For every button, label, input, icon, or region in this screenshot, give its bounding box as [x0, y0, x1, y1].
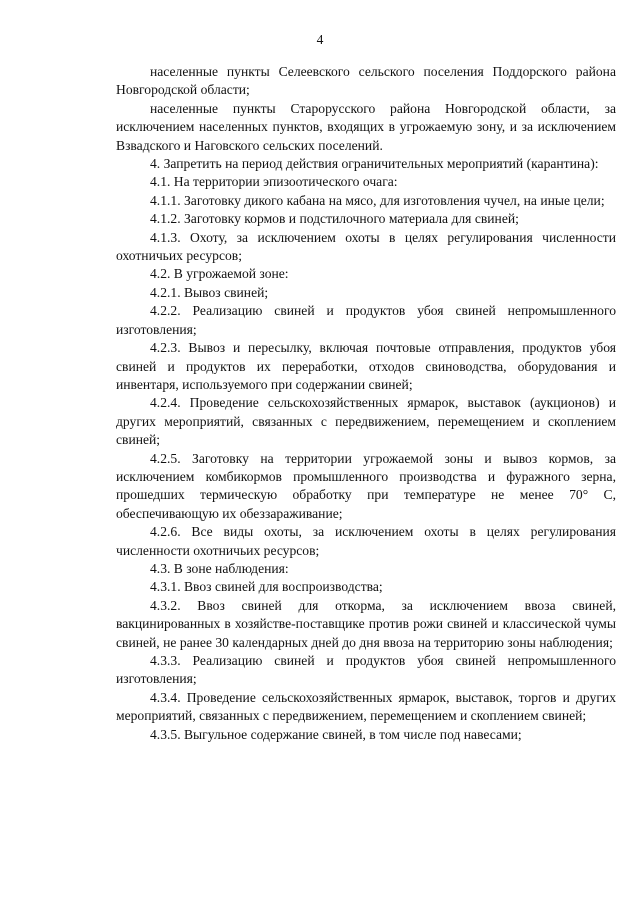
page-number: 4 — [316, 32, 324, 47]
paragraph-4-3-2: 4.3.2. Ввоз свиней для откорма, за исключением ввоза свиней, вакцинированных в хозяйстве-поставщике против рожи свиней и классической чумы свиней, не ранее 30 календарных дней до дня ввоза на территорию зоны наблюдения; — [116, 597, 616, 650]
paragraph-settlements-seleevskoe: населенные пункты Селеевского сельского поселения Поддорского района Новгородской области; — [116, 64, 616, 98]
paragraph-4-2-4: 4.2.4. Проведение сельскохозяйственных ярмарок, выставок (аукционов) и других мероприятий, связанных с передвижением, перемещением и скоплением свиней; — [116, 395, 616, 448]
document-body — [116, 63, 616, 744]
paragraph-4-2-6: 4.2.6. Все виды охоты, за исключением охоты в целях регулирования численности охотничьих ресурсов; — [116, 524, 616, 558]
paragraph-4-3-3: 4.3.3. Реализацию свиней и продуктов убоя свиней непромышленного изготовления; — [116, 653, 616, 687]
paragraph-4-3-5: 4.3.5. Выгульное содержание свиней, в том числе под навесами; — [150, 726, 522, 742]
paragraph-4-1-2: 4.1.2. Заготовку кормов и подстилочного материала для свиней; — [150, 211, 519, 227]
paragraph-4-1: 4.1. На территории эпизоотического очага: — [150, 174, 398, 190]
paragraph-4-2-5: 4.2.5. Заготовку на территории угрожаемой зоны и вывоз кормов, за исключением комбикормов промышленного производства и фуражного зерна, прошедших термическую обработку при температуре не менее 70° С, обеспечивающую их обеззараживание; — [116, 450, 616, 521]
paragraph-4-1-3: 4.1.3. Охоту, за исключением охоты в целях регулирования численности охотничьих ресурсов; — [116, 229, 616, 264]
paragraph-4-1-1: 4.1.1. Заготовку дикого кабана на мясо, для изготовления чучел, на иные цели; — [150, 192, 605, 208]
paragraph-4-2-1: 4.2.1. Вывоз свиней; — [150, 284, 269, 300]
paragraph-4-prohibit: 4. Запретить на период действия ограничительных мероприятий (карантина): — [150, 156, 599, 172]
paragraph-4-3: 4.3. В зоне наблюдения: — [150, 560, 289, 576]
paragraph-4-3-4: 4.3.4. Проведение сельскохозяйственных ярмарок, выставок, торгов и других мероприятий, связанных с передвижением, перемещением и скоплением свиней; — [116, 689, 616, 724]
paragraph-settlements-starorussky: населенные пункты Старорусского района Новгородской области, за исключением населенных пунктов, входящих в угрожаемую зону, и за исключением Взвадского и Наговского сельских поселений. — [116, 100, 616, 153]
paragraph-4-3-1: 4.3.1. Ввоз свиней для воспроизводства; — [150, 579, 383, 595]
paragraph-4-2-3: 4.2.3. Вывоз и пересылку, включая почтовые отправления, продуктов убоя свиней и продуктов их переработки, отходов свиноводства, оборудования и инвентаря, используемого при содержании свиней; — [116, 340, 616, 392]
paragraph-4-2-2: 4.2.2. Реализацию свиней и продуктов убоя свиней непромышленного изготовления; — [116, 303, 616, 337]
paragraph-4-2: 4.2. В угрожаемой зоне: — [150, 266, 289, 282]
